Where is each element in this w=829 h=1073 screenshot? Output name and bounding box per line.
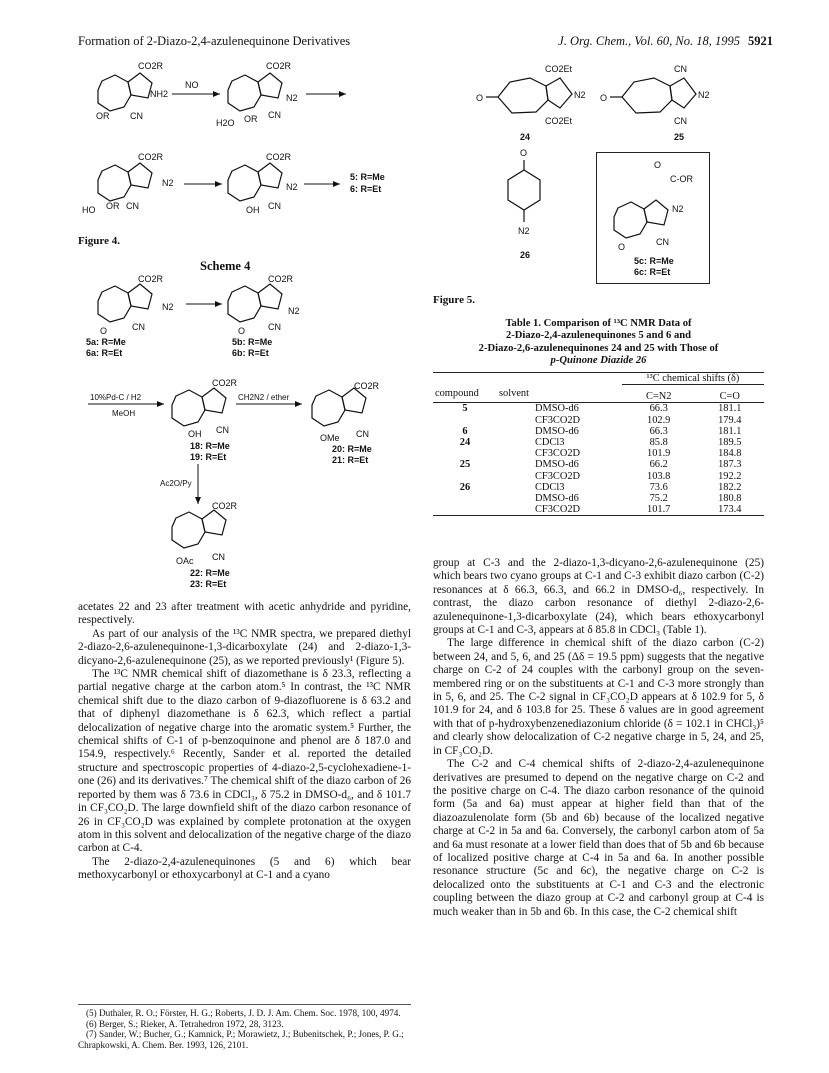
fig5-n2-26: N2 [518,226,530,236]
co-cell: 179.4 [718,414,742,426]
cn2-cell: 85.8 [649,437,668,449]
fig5-o-25: O [600,93,608,103]
s4-label-6b: 6b: R=Et [232,348,269,358]
s4-label-18: 18: R=Me [190,441,230,451]
compound-cell [433,493,497,504]
fig4-ho: HO [82,205,96,215]
fig4-co2r-4: CO2R [266,152,292,162]
fig4-cn-1: CN [130,111,143,121]
s4-oac: OAc [176,556,194,566]
table-body [433,403,764,516]
solvent-cell: DMSO-d6 [535,425,579,437]
s4-label-6a: 6a: R=Et [86,348,123,358]
fig4-label-6: 6: R=Et [350,184,382,194]
fig5-cn-25a: CN [674,64,687,74]
s4-label-23: 23: R=Et [190,579,227,589]
fig5-label-24: 24 [520,132,531,142]
col-co: C=O [719,391,740,403]
table-row [433,426,764,437]
fig5-label-5c: 5c: R=Me [634,256,674,266]
fig4-n2-2: N2 [162,178,174,188]
fig4-or-3: OR [106,201,120,211]
compound-cell [433,415,497,426]
figure-5-label: Figure 5. [433,294,475,306]
fig5-label-6c: 6c: R=Et [634,267,671,277]
solvent-cell: CDCl3 [535,481,565,493]
table-row [433,459,764,470]
fig5-o-5c: O [618,242,626,252]
s4-co2r-2: CO2R [268,274,294,284]
paragraph: The 2-diazo-2,4-azulenequinones (5 and 6) which bear methoxycarbonyl or ethoxycarbonyl at C-1 and a cyano [78,855,411,882]
fig5-o-24: O [476,93,484,103]
s4-cn-4: CN [356,429,369,439]
cn2-cell: 66.3 [649,425,668,437]
table-1-caption [433,318,764,368]
s4-reagent-pd: 10%Pd-C / H2 [90,393,142,402]
cn2-cell: 66.2 [649,459,668,471]
co-cell: 187.3 [718,459,742,471]
s4-label-22: 22: R=Me [190,568,230,578]
table-group-header: ¹³C chemical shifts (δ) [622,373,764,385]
co-cell: 192.2 [718,470,742,482]
co-cell: 181.1 [718,425,742,437]
s4-cn-3: CN [216,425,229,435]
running-header: Formation of 2-Diazo-2,4-azulenequinone Derivatives [78,34,351,48]
cn2-cell: 73.6 [649,481,668,493]
footnotes [78,1004,411,1050]
cn2-cell: 101.9 [647,448,671,460]
solvent-cell: CDCl3 [535,437,565,449]
s4-cn-2: CN [268,322,281,332]
compound-cell [433,471,497,482]
solvent-cell: DMSO-d6 [535,459,579,471]
s4-label-21: 21: R=Et [332,455,369,465]
fig5-co2et-1: CO2Et [545,64,573,74]
fig5-co2et-2: CO2Et [545,116,573,126]
fig4-n2-3: N2 [286,182,298,192]
s4-reagent-meoh: MeOH [112,409,136,418]
s4-co2r-4: CO2R [354,381,380,391]
compound-cell: 26 [459,481,471,493]
table-caption-line: p-Quinone Diazide 26 [550,355,647,367]
s4-reagent-ac2o: Ac2O/Py [160,479,192,488]
figure-4-label: Figure 4. [78,235,120,247]
s4-co2r-3: CO2R [212,378,238,388]
paragraph: The C-2 and C-4 chemical shifts of 2-diazo-2,4-azulenequinone derivatives are presumed to depend on the negative charge on C-2 and the positive charge on C-4. The diazo carbon resonance of the quinoid form (5a and 6a) must appear at higher field than that of the diazoazulenolate form (5b and 6b) because of the localized negative charge at C-2 in 5a and 6a. Conversely, the carbonyl carbon atom of 5a and 6a must resonate at a lower field than does that of 5b and 6b because of localized positive charge at C-4 in 5a and 6a. In another possible resonance structure (5c and 6c), the negative charge on C-2 is delocalized onto the substituents at C-1 and C-3 and the electronic coupling between the diazo group at C-2 and carbonyl group at C-4 is much weaker than in 5b and 6b. In this case, the C-2 chemical shift [433,758,764,918]
table-row [433,504,764,516]
col-compound: compound [435,387,479,399]
table-row [433,471,764,482]
compound-cell: 25 [459,459,471,471]
fig4-nh2: NH2 [150,89,169,99]
table-1 [433,372,764,516]
page-number: 5921 [748,34,773,48]
fig5-n2-5c: N2 [672,204,684,214]
col-solvent: solvent [499,387,530,399]
fig4-h2o: H2O [216,118,235,128]
reference-5: (5) Duthaler, R. O.; Förster, H. G.; Roberts, J. D. J. Am. Chem. Soc. 1978, 100, 4974. [86,1008,401,1018]
s4-o-1: O [100,326,108,336]
solvent-cell: DMSO-d6 [535,493,579,505]
fig4-or-2: OR [244,114,258,124]
table-caption-line: 2-Diazo-2,4-azulenequinones 5 and 6 and [505,330,692,342]
reference-6: (6) Berger, S.; Rieker, A. Tetrahedron 1972, 28, 3123. [86,1018,284,1029]
cn2-cell: 102.9 [647,414,671,426]
table-row [433,437,764,448]
fig5-n2-25: N2 [698,90,710,100]
cn2-cell: 66.3 [649,403,668,415]
s4-o-2: O [238,326,246,336]
co-cell: 173.4 [696,504,764,516]
fig4-co2r-1: CO2R [138,61,164,71]
fig4-co2r-2: CO2R [266,61,292,71]
s4-oh-2: OH [188,429,202,439]
fig4-label-5: 5: R=Me [350,172,385,182]
fig5-label-25: 25 [674,132,685,142]
fig5-n2-24: N2 [574,90,586,100]
fig4-no: NO [185,80,199,90]
fig5-label-26: 26 [520,250,531,260]
fig4-cn-4: CN [268,201,281,211]
reference-7: (7) Sander, W.; Bucher, G.; Kamnick, P.; Morawietz, J.; Bubenitschek, P.; Jones, P. G.; Chrapkowski, A. Chem. Ber. 1993, 126, 2101. [78,1029,404,1050]
fig5-cn-25b: CN [674,116,687,126]
table-row [433,415,764,426]
compound-cell: 5 [462,403,468,415]
fig5-o-26: O [520,148,528,158]
paragraph: As part of our analysis of the ¹³C NMR spectra, we prepared diethyl 2-diazo-2,6-azulenequinone-1,3-dicarboxylate (24) and 2-diazo-1,3-dicyano-2,6-azulenequinone (25), as we reported previously¹ (Figure 5). [78,627,411,667]
fig5-cor: C-OR [670,174,693,184]
table-row [433,493,764,504]
s4-cn-1: CN [132,322,145,332]
s4-co2r-1: CO2R [138,274,164,284]
solvent-cell: CF3CO2D [535,448,581,460]
fig4-n2-1: N2 [286,93,298,103]
compound-cell: 6 [462,425,468,437]
fig4-cn-2: CN [268,110,281,120]
s4-label-5a: 5a: R=Me [86,337,126,347]
table-row [433,448,764,459]
cn2-cell: 101.7 [622,504,696,516]
fig5-cn-5c: CN [656,237,669,247]
co-cell: 189.5 [718,437,742,449]
solvent-cell: DMSO-d6 [535,403,579,415]
col-cn2: C=N2 [645,391,672,403]
co-cell: 182.2 [718,481,742,493]
table-row [433,482,764,493]
scheme-4-label: Scheme 4 [200,259,251,273]
left-column-text [78,601,411,883]
resonance-5c-box [596,152,710,284]
fig4-oh-1: OH [246,205,260,215]
table-caption-line: 2-Diazo-2,6-azulenequinones 24 and 25 with Those of [478,342,719,354]
paragraph: acetates 22 and 23 after treatment with acetic anhydride and pyridine, respectively. [78,601,411,627]
solvent-cell: CF3CO2D [535,470,581,482]
fig4-co2r-3: CO2R [138,152,164,162]
s4-n2-1: N2 [162,302,174,312]
co-cell: 180.8 [718,493,742,505]
journal-name: J. Org. Chem., Vol. 60, No. 18, 1995 [558,34,740,48]
solvent-cell: CF3CO2D [535,414,581,426]
paragraph: The large difference in chemical shift of the diazo carbon (C-2) between 24, and 5, 6, and 25 (Δδ = 19.5 ppm) suggests that the negative charge on C-2 of 24 couples with the carbonyl group on the seven-membered ring or on the substituents at C-1 and C-3 more strongly than in 5, 6, and 25. The C-2 signal in CF₃CO₂D appears at δ 102.9 for 5, δ 101.9 for 24, and δ 103.8 for 25. These δ values are in good agreement with that of p-hydroxybenzenediazonium chloride (δ = 102.1 in CHCl₃)⁵ and clearly show delocalization of C-2 negative charge in 5, 24, and 25, in CF₃CO₂D. [433,637,764,757]
fig4-cn-3: CN [126,201,139,211]
s4-label-19: 19: R=Et [190,452,227,462]
solvent-cell: CF3CO2D [497,504,622,516]
s4-label-5b: 5b: R=Me [232,337,273,347]
compound-cell: 24 [459,437,471,449]
table-row [433,403,764,415]
compound-cell [433,504,497,516]
cn2-cell: 103.8 [647,470,671,482]
fig5-minus-o: O [654,160,662,170]
compound-cell [433,448,497,459]
co-cell: 184.8 [718,448,742,460]
right-column-text [433,557,764,919]
s4-cn-5: CN [212,552,225,562]
s4-ome: OMe [320,433,340,443]
s4-n2-2: N2 [288,306,300,316]
cn2-cell: 75.2 [649,493,668,505]
table-caption-line: Table 1. Comparison of ¹³C NMR Data of [505,318,692,329]
paragraph: The ¹³C NMR chemical shift of diazomethane is δ 23.3, reflecting a partial negative charge at the carbon atom.⁵ In contrast, the ¹³C NMR chemical shift due to the diazo carbon of 9-diazofluorene is δ 63.2 and that of diphenyl diazomethane is δ 62.3, which reflect a partial delocalization of negative charge into the aromatic system.⁵ Further, the chemical shifts of C-1 of p-benzoquinone and phenol are δ 187.0 and 154.9, respectively.⁶ Recently, Sander et al. reported the detailed structure and spectroscopic properties of 4-diazo-2,5-cyclohexadiene-1-one (26) and its derivatives.⁷ The chemical shift of the diazo carbon of 26 reported by them was δ 73.6 in CDCl₃, δ 75.2 in DMSO-d₆, and δ 101.7 in CF₃CO₂D. The large downfield shift of the diazo carbon resonance of 26 in CF₃CO₂D was explained by complete protonation at the oxygen atom in this solvent and delocalization of the negative charge of the diazo carbon at C-4. [78,668,411,855]
s4-co2r-5: CO2R [212,501,238,511]
paragraph: group at C-3 and the 2-diazo-1,3-dicyano-2,6-azulenequinone (25) which bears two cyano groups at C-1 and C-3 exhibit diazo carbon (C-2) resonances at δ 66.3, 66.3, and 66.2 in DMSO-d₆, respectively. In contrast, the diazo carbon resonance of diethyl 2-diazo-2,6-azulenequinone-1,3-dicarboxylate (24), which bears ethoxycarbonyl groups at C-1 and C-3, appears at δ 85.8 in CDCl₃ (Table 1). [433,557,764,637]
co-cell: 181.1 [718,403,742,415]
fig4-or-1: OR [96,111,110,121]
s4-reagent-ch2n2: CH2N2 / ether [238,393,290,402]
s4-label-20: 20: R=Me [332,444,372,454]
